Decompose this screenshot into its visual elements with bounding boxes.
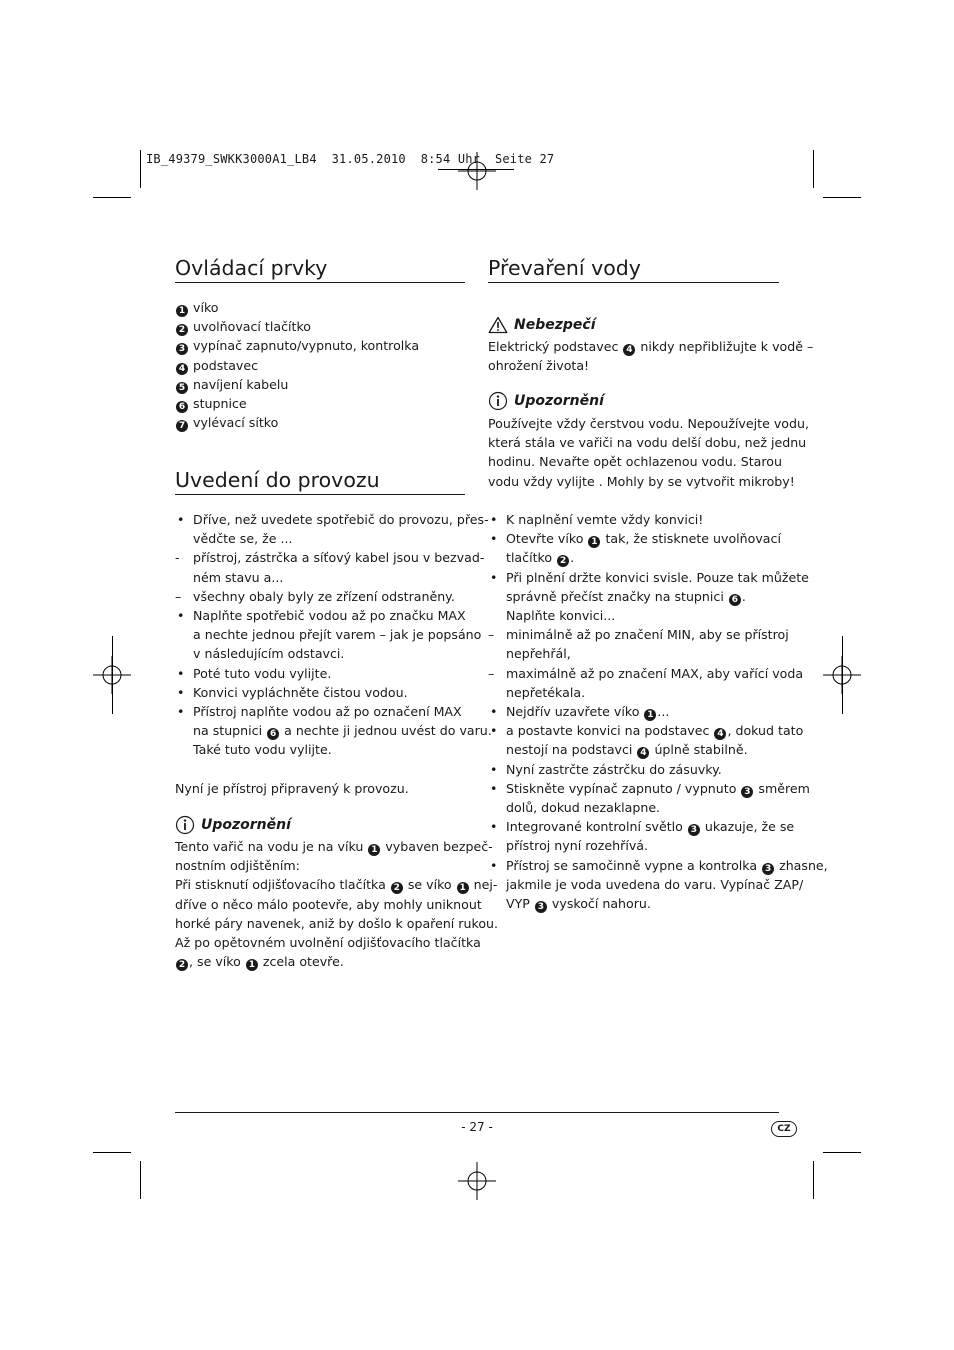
- text-run: Nyní zastrčte zástrčku do zásuvky.: [506, 761, 722, 777]
- number-badge-icon: 4: [637, 747, 649, 759]
- control-item: [175, 356, 465, 375]
- bullet-marker: •: [490, 704, 498, 719]
- number-badge-icon: 1: [457, 882, 469, 894]
- text-run: Přístroj se samočinně vypne a kontrolka: [506, 857, 762, 873]
- number-badge-icon: 6: [267, 728, 279, 740]
- bullet-marker: •: [177, 665, 185, 681]
- bullet-marker: •: [490, 761, 498, 777]
- number-badge-icon: 3: [688, 824, 700, 836]
- text-run: Poté tuto vodu vylijte.: [193, 665, 332, 681]
- dash-marker: –: [175, 588, 182, 604]
- list-item: [175, 644, 465, 663]
- number-badge-icon: 1: [246, 959, 258, 971]
- dash-marker: -: [175, 550, 180, 566]
- text-run: vypínač zapnuto/vypnuto, kontrolka: [189, 338, 420, 354]
- bullet-marker: •: [177, 608, 185, 623]
- text-run: jakmile je voda uvedena do varu. Vypínač ZAP/: [506, 876, 804, 892]
- number-badge-icon: 1: [368, 844, 380, 856]
- list-item: [488, 798, 779, 817]
- text-run: tak, že stisknete uvolňovací: [601, 531, 781, 547]
- list-item: [175, 548, 485, 567]
- page-number: - 27 -: [461, 1120, 493, 1134]
- bullet-marker: •: [490, 819, 498, 835]
- list-item: [488, 836, 779, 855]
- number-badge-icon: 3: [176, 343, 188, 355]
- text-run: vodu vždy vylijte . Mohly by se vytvořit mikroby!: [488, 473, 795, 489]
- list-item: [488, 702, 779, 721]
- number-badge-icon: 4: [623, 344, 635, 356]
- control-item: [175, 375, 465, 394]
- list-item: [488, 510, 779, 529]
- list-item: [175, 625, 482, 644]
- text-run: , dokud tato: [727, 723, 804, 739]
- text-run: K naplnění vemte vždy konvici!: [506, 512, 704, 527]
- danger-line: [488, 356, 779, 375]
- text-run: navíjení kabelu: [189, 376, 289, 392]
- text-run: vybaven bezpeč-: [381, 839, 493, 854]
- bullet-marker: •: [490, 723, 498, 739]
- text-run: Přístroj naplňte vodou až po označení MAX: [193, 704, 462, 719]
- list-item: [488, 625, 789, 644]
- list-item: [488, 894, 779, 913]
- list-item: [175, 568, 465, 587]
- text-run: směrem: [754, 780, 810, 796]
- text-run: zhasne,: [775, 857, 828, 873]
- list-item: [488, 606, 779, 625]
- list-item: [175, 740, 465, 759]
- list-item: [488, 568, 809, 587]
- text-run: podstavec: [189, 357, 259, 373]
- crop-mark: [813, 1161, 814, 1199]
- crop-mark: [140, 1161, 141, 1199]
- info-icon: [488, 391, 508, 411]
- note-line: [488, 452, 782, 471]
- note-heading: [175, 815, 291, 835]
- text-run: nostním odjištěním:: [175, 858, 300, 874]
- note-title: Upozornění: [514, 393, 604, 409]
- text-run: dříve o něco málo pootevře, aby mohly uniknout: [175, 896, 482, 912]
- crop-mark: [823, 197, 861, 198]
- number-badge-icon: 1: [588, 536, 600, 548]
- bullet-marker: •: [490, 512, 498, 527]
- bullet-marker: •: [177, 684, 185, 700]
- text-run: minimálně až po značení MIN, aby se přístroj: [506, 627, 789, 643]
- registration-mark-icon: [458, 1162, 496, 1200]
- info-icon: [175, 815, 195, 835]
- note-heading: [488, 391, 604, 411]
- text-run: Integrované kontrolní světlo: [506, 819, 687, 835]
- text-run: Konvici vypláchněte čistou vodou.: [193, 684, 408, 700]
- note-line: [175, 837, 493, 856]
- text-run: ukazuje, že se: [700, 819, 795, 835]
- dash-marker: –: [488, 665, 495, 681]
- danger-title: Nebezpečí: [514, 317, 596, 333]
- text-run: a postavte konvici na podstavec: [506, 723, 714, 739]
- text-run: VYP: [506, 896, 534, 911]
- danger-line: [488, 337, 814, 356]
- bullet-marker: •: [490, 569, 498, 585]
- section-title-start: Uvedení do provozu: [175, 468, 465, 495]
- number-badge-icon: 1: [176, 305, 188, 317]
- list-item: [488, 721, 804, 740]
- text-run: Až po opětovném uvolnění odjišťovacího tlačítka: [175, 935, 481, 950]
- text-run: zcela otevře.: [258, 954, 344, 970]
- text-run: a nechte ji jednou uvést do varu.: [280, 723, 492, 739]
- note-line: [488, 433, 807, 452]
- list-item: [175, 529, 465, 548]
- note-line: [175, 914, 499, 933]
- note-line: [175, 952, 465, 971]
- text-run: Otevřte víko: [506, 531, 588, 547]
- text-run: nikdy nepřibližujte k vodě –: [636, 339, 814, 354]
- list-item: [488, 875, 804, 894]
- text-run: .: [570, 550, 575, 566]
- list-item: [175, 664, 465, 683]
- crop-mark: [112, 636, 113, 714]
- crop-mark: [813, 150, 814, 188]
- list-item: [488, 548, 779, 567]
- text-run: ohrožení života!: [488, 358, 590, 374]
- text-run: nej-: [469, 877, 498, 893]
- number-badge-icon: 5: [176, 382, 188, 394]
- number-badge-icon: 3: [741, 786, 753, 798]
- text-run: ...: [657, 704, 670, 719]
- note-line: [175, 856, 465, 875]
- crop-mark: [823, 1152, 861, 1153]
- text-run: víko: [189, 300, 219, 315]
- text-run: nepřetékala.: [506, 684, 586, 700]
- bullet-marker: •: [490, 780, 498, 796]
- section-title-boiling: Převaření vody: [488, 256, 779, 283]
- text-run: úplně stabilně.: [650, 742, 748, 758]
- list-item: [488, 644, 779, 663]
- footer-rule: [175, 1112, 779, 1113]
- text-run: Stiskněte vypínač zapnuto / vypnuto: [506, 780, 741, 796]
- text-run: Také tuto vodu vylijte.: [193, 742, 332, 758]
- control-item: [175, 394, 465, 413]
- list-item: [488, 587, 779, 606]
- section-title-controls: Ovládací prvky: [175, 256, 465, 283]
- text-run: tlačítko: [506, 550, 557, 566]
- text-run: Dříve, než uvedete spotřebič do provozu, přes-: [193, 512, 489, 527]
- note-line: [488, 472, 795, 491]
- text-run: Tento vařič na vodu je na víku: [175, 839, 368, 854]
- crop-mark: [93, 197, 131, 198]
- text-run: nestojí na podstavci: [506, 742, 637, 758]
- bullet-marker: •: [177, 704, 185, 719]
- text-run: Používejte vždy čerstvou vodu. Nepoužívejte vodu,: [488, 416, 809, 431]
- list-item: [175, 702, 465, 721]
- text-run: se víko: [403, 877, 456, 893]
- number-badge-icon: 6: [176, 401, 188, 413]
- text-run: správně přečíst značky na stupnici: [506, 588, 728, 604]
- text-run: stupnice: [189, 396, 247, 411]
- text-run: Nejdřív uzavřete víko: [506, 704, 644, 719]
- number-badge-icon: 6: [729, 594, 741, 606]
- text-run: dolů, dokud nezaklapne.: [506, 800, 661, 815]
- text-run: nepřehřál,: [506, 646, 571, 662]
- control-item: [175, 298, 465, 317]
- note-line: [488, 414, 809, 433]
- text-run: , se víko: [189, 954, 245, 970]
- text-run: Při stisknutí odjišťovacího tlačítka: [175, 877, 390, 893]
- number-badge-icon: 3: [535, 901, 547, 913]
- text-run: na stupnici: [193, 723, 267, 739]
- registration-mark-icon: [458, 152, 496, 190]
- list-item: [175, 587, 465, 606]
- list-item: [488, 529, 779, 548]
- list-item: [488, 740, 779, 759]
- number-badge-icon: 7: [176, 420, 188, 432]
- list-item: [488, 779, 810, 798]
- number-badge-icon: 2: [557, 555, 569, 567]
- text-run: ném stavu a...: [193, 569, 284, 585]
- note-line: [175, 895, 482, 914]
- number-badge-icon: 4: [714, 728, 726, 740]
- number-badge-icon: 3: [762, 863, 774, 875]
- warning-triangle-icon: [488, 316, 508, 334]
- list-item: [488, 817, 795, 836]
- note-line: [175, 875, 498, 894]
- slug-underline: [438, 169, 514, 170]
- list-item: [175, 721, 492, 740]
- text-run: Při plnění držte konvici svisle. Pouze tak můžete: [506, 569, 809, 585]
- bullet-marker: •: [177, 512, 185, 527]
- note-title: Upozornění: [201, 817, 291, 833]
- list-item: [488, 664, 804, 683]
- ready-text: Nyní je přístroj připravený k provozu.: [175, 781, 409, 796]
- text-run: všechny obaly byly ze zřízení odstraněny.: [193, 588, 455, 604]
- text-run: Naplňte konvici...: [506, 608, 616, 623]
- number-badge-icon: 1: [644, 709, 656, 721]
- text-run: přístroj nyní rozehřívá.: [506, 838, 648, 854]
- control-item: [175, 336, 465, 355]
- text-run: přístroj, zástrčka a síťový kabel jsou v bezvad-: [193, 550, 485, 566]
- print-slug: IB_49379_SWKK3000A1_LB4 31.05.2010 8:54 Uhr Seite 27: [146, 152, 555, 166]
- text-run: vyskočí nahoru.: [547, 896, 651, 911]
- list-item: [488, 856, 828, 875]
- crop-mark: [842, 636, 843, 714]
- text-run: Elektrický podstavec: [488, 339, 623, 354]
- crop-mark: [93, 1152, 131, 1153]
- list-item: [175, 683, 465, 702]
- text-run: v následujícím odstavci.: [193, 646, 345, 662]
- text-run: .: [741, 588, 746, 604]
- danger-heading: [488, 316, 596, 334]
- text-run: a nechte jednou přejít varem – jak je popsáno: [193, 627, 482, 643]
- text-run: vylévací sítko: [189, 415, 279, 431]
- number-badge-icon: 2: [176, 324, 188, 336]
- number-badge-icon: 2: [176, 959, 188, 971]
- text-run: uvolňovací tlačítko: [189, 319, 311, 335]
- text-run: vědčte se, že ...: [193, 531, 293, 547]
- text-run: hodinu. Nevařte opět ochlazenou vodu. Starou: [488, 454, 782, 470]
- note-line: [175, 933, 481, 952]
- number-badge-icon: 4: [176, 363, 188, 375]
- bullet-marker: •: [490, 531, 498, 547]
- crop-mark: [140, 150, 141, 188]
- control-item: [175, 317, 465, 336]
- list-item: [175, 606, 465, 625]
- number-badge-icon: 2: [391, 882, 403, 894]
- bullet-marker: •: [490, 857, 498, 873]
- control-item: [175, 413, 465, 432]
- list-item: [488, 683, 779, 702]
- text-run: horké páry navenek, aniž by došlo k opaření rukou.: [175, 915, 499, 931]
- text-run: která stála ve vařiči na vodu delší dobu, než jednu: [488, 435, 807, 451]
- list-item: [488, 760, 779, 779]
- dash-marker: –: [488, 627, 495, 643]
- text-run: Naplňte spotřebič vodou až po značku MAX: [193, 608, 466, 623]
- language-badge: CZ: [771, 1121, 797, 1137]
- list-item: [175, 510, 489, 529]
- text-run: maximálně až po značení MAX, aby vařící voda: [506, 665, 804, 681]
